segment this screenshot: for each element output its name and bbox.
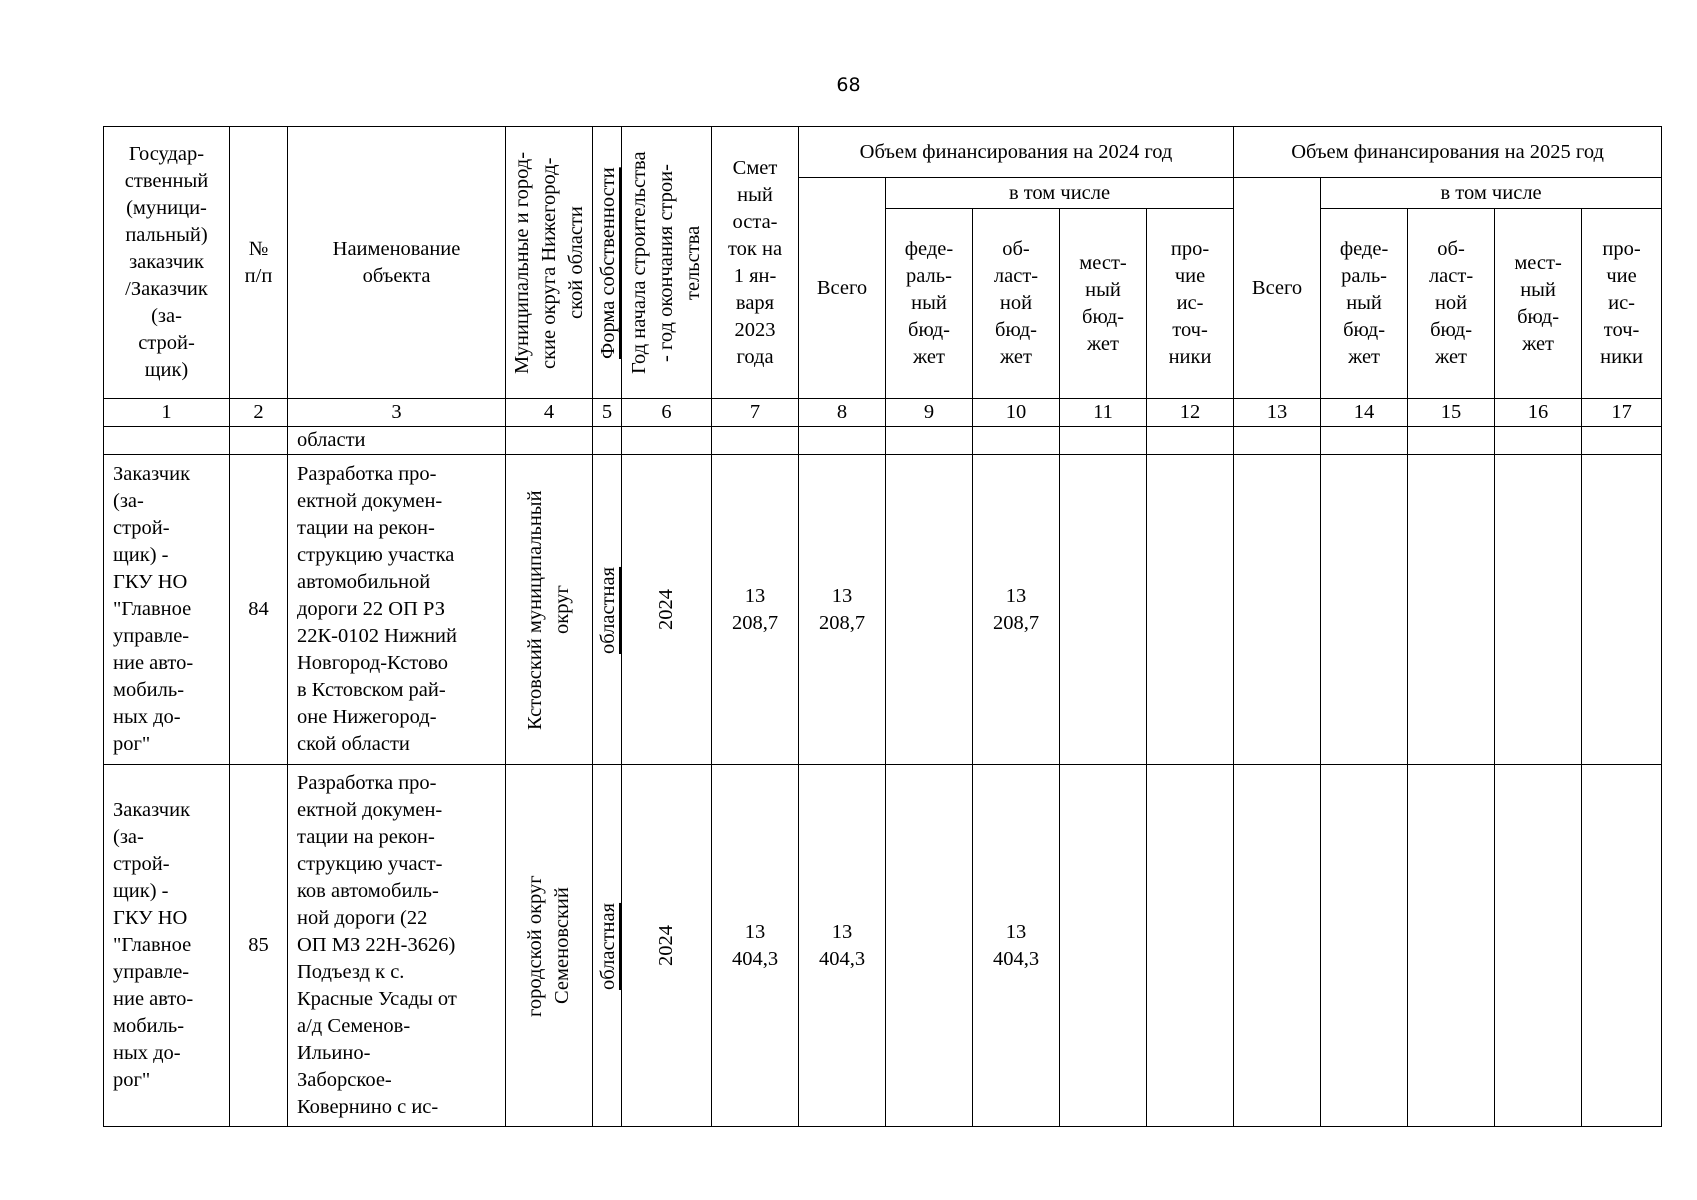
cell-empty xyxy=(230,427,288,455)
other-2024-cell xyxy=(1147,765,1234,1127)
regional-2025-cell xyxy=(1408,455,1495,765)
column-number: 2 xyxy=(230,399,288,427)
column-number: 3 xyxy=(288,399,506,427)
continuation-row xyxy=(104,427,1662,455)
header-number: № п/п xyxy=(230,127,288,399)
cell-empty xyxy=(1321,427,1408,455)
regional-2024-cell: 13 208,7 xyxy=(973,455,1060,765)
header-federal-2024: феде- раль- ный бюд- жет xyxy=(886,209,973,399)
column-number: 13 xyxy=(1234,399,1321,427)
municipality-text: городской округ Семеновский xyxy=(524,874,573,1017)
column-number: 10 xyxy=(973,399,1060,427)
header-regional-2025: об- ласт- ной бюд- жет xyxy=(1408,209,1495,399)
ownership-text: областная xyxy=(597,901,619,990)
federal-2024-cell xyxy=(886,455,973,765)
header-estimate: Смет ный оста- ток на 1 ян- варя 2023 года xyxy=(712,127,799,399)
federal-2025-cell xyxy=(1321,765,1408,1127)
local-2024-cell xyxy=(1060,455,1147,765)
header-years xyxy=(622,127,712,399)
other-2025-cell xyxy=(1582,765,1662,1127)
column-number: 12 xyxy=(1147,399,1234,427)
years-cell xyxy=(622,765,712,1127)
regional-2024-cell: 13 404,3 xyxy=(973,765,1060,1127)
municipality-cell xyxy=(506,765,593,1127)
header-other-2024: про- чие ис- точ- ники xyxy=(1147,209,1234,399)
cell-empty xyxy=(886,427,973,455)
column-number: 5 xyxy=(593,399,622,427)
column-number: 16 xyxy=(1495,399,1582,427)
federal-2024-cell xyxy=(886,765,973,1127)
header-regional-2024: об- ласт- ной бюд- жет xyxy=(973,209,1060,399)
ownership-text: областная xyxy=(597,565,619,654)
estimate-cell: 13 404,3 xyxy=(712,765,799,1127)
header-local-2025: мест- ный бюд- жет xyxy=(1495,209,1582,399)
years-text: 2024 xyxy=(655,589,677,630)
header-object-name: Наименование объекта xyxy=(288,127,506,399)
column-number: 7 xyxy=(712,399,799,427)
cell-empty xyxy=(799,427,886,455)
total-2024-cell: 13 208,7 xyxy=(799,455,886,765)
header-customer: Государ- ственный (муници- пальный) заказчик /Заказчик (за- строй- щик) xyxy=(104,127,230,399)
header-other-2025: про- чие ис- точ- ники xyxy=(1582,209,1662,399)
header-local-2024: мест- ный бюд- жет xyxy=(1060,209,1147,399)
header-federal-2025: феде- раль- ный бюд- жет xyxy=(1321,209,1408,399)
header-financing-2025: Объем финансирования на 2025 год xyxy=(1234,127,1662,178)
cell-empty xyxy=(1495,427,1582,455)
column-number: 15 xyxy=(1408,399,1495,427)
header-total-2025: Всего xyxy=(1234,178,1321,399)
cell-empty xyxy=(1408,427,1495,455)
header-row-1 xyxy=(104,127,1662,178)
ownership-cell xyxy=(593,455,622,765)
column-number: 4 xyxy=(506,399,593,427)
row-number-cell: 84 xyxy=(230,455,288,765)
ownership-cell xyxy=(593,765,622,1127)
customer-cell: Заказчик (за- строй- щик) - ГКУ НО "Главное управле- ние авто- мобиль- ных до- рог" xyxy=(104,455,230,765)
other-2024-cell xyxy=(1147,455,1234,765)
object-name-cell: Разработка про- ектной докумен- тации на рекон- струкцию участка автомобильной дороги 22 ОП РЗ 22К-0102 Нижний Новгород-Кстово в Кстовском рай- оне Нижегород- ской области xyxy=(288,455,506,765)
local-2025-cell xyxy=(1495,765,1582,1127)
cell-empty xyxy=(104,427,230,455)
cell-empty xyxy=(506,427,593,455)
page-number: 68 xyxy=(836,74,861,96)
table-row xyxy=(104,455,1662,765)
continuation-object-name: области xyxy=(288,427,506,455)
total-2025-cell xyxy=(1234,455,1321,765)
cell-empty xyxy=(1147,427,1234,455)
header-including-2025: в том числе xyxy=(1321,178,1662,209)
column-number-row xyxy=(104,399,1662,427)
header-years-text: Год начала строительства - год окончания строи- тельства xyxy=(628,151,704,374)
column-number: 11 xyxy=(1060,399,1147,427)
municipality-text: Кстовский муниципальный округ xyxy=(524,489,573,730)
column-number: 1 xyxy=(104,399,230,427)
header-financing-2024: Объем финансирования на 2024 год xyxy=(799,127,1234,178)
cell-empty xyxy=(973,427,1060,455)
municipality-cell xyxy=(506,455,593,765)
header-municipality xyxy=(506,127,593,399)
cell-empty xyxy=(622,427,712,455)
investment-table xyxy=(103,126,1662,1127)
column-number: 17 xyxy=(1582,399,1662,427)
header-municipality-text: Муниципальные и город- ские округа Нижегород- ской области xyxy=(510,151,587,374)
cell-empty xyxy=(712,427,799,455)
row-number-cell: 85 xyxy=(230,765,288,1127)
cell-empty xyxy=(1234,427,1321,455)
other-2025-cell xyxy=(1582,455,1662,765)
header-including-2024: в том числе xyxy=(886,178,1234,209)
header-ownership xyxy=(593,127,622,399)
regional-2025-cell xyxy=(1408,765,1495,1127)
object-name-cell: Разработка про- ектной докумен- тации на рекон- струкцию участ- ков автомобиль- ной дороги (22 ОП МЗ 22Н-3626) Подъезд к с. Красные Усады от а/д Семенов- Ильино- Заборское- Ковернино с ис- xyxy=(288,765,506,1127)
column-number: 14 xyxy=(1321,399,1408,427)
column-number: 9 xyxy=(886,399,973,427)
cell-empty xyxy=(593,427,622,455)
total-2025-cell xyxy=(1234,765,1321,1127)
estimate-cell: 13 208,7 xyxy=(712,455,799,765)
local-2025-cell xyxy=(1495,455,1582,765)
years-cell xyxy=(622,455,712,765)
customer-cell: Заказчик (за- строй- щик) - ГКУ НО "Главное управле- ние авто- мобиль- ных до- рог" xyxy=(104,765,230,1127)
header-total-2024: Всего xyxy=(799,178,886,399)
header-ownership-text: Форма собственности xyxy=(597,166,619,359)
years-text: 2024 xyxy=(655,925,677,966)
column-number: 6 xyxy=(622,399,712,427)
cell-empty xyxy=(1060,427,1147,455)
total-2024-cell: 13 404,3 xyxy=(799,765,886,1127)
cell-empty xyxy=(1582,427,1662,455)
local-2024-cell xyxy=(1060,765,1147,1127)
column-number: 8 xyxy=(799,399,886,427)
federal-2025-cell xyxy=(1321,455,1408,765)
table-row xyxy=(104,765,1662,1127)
